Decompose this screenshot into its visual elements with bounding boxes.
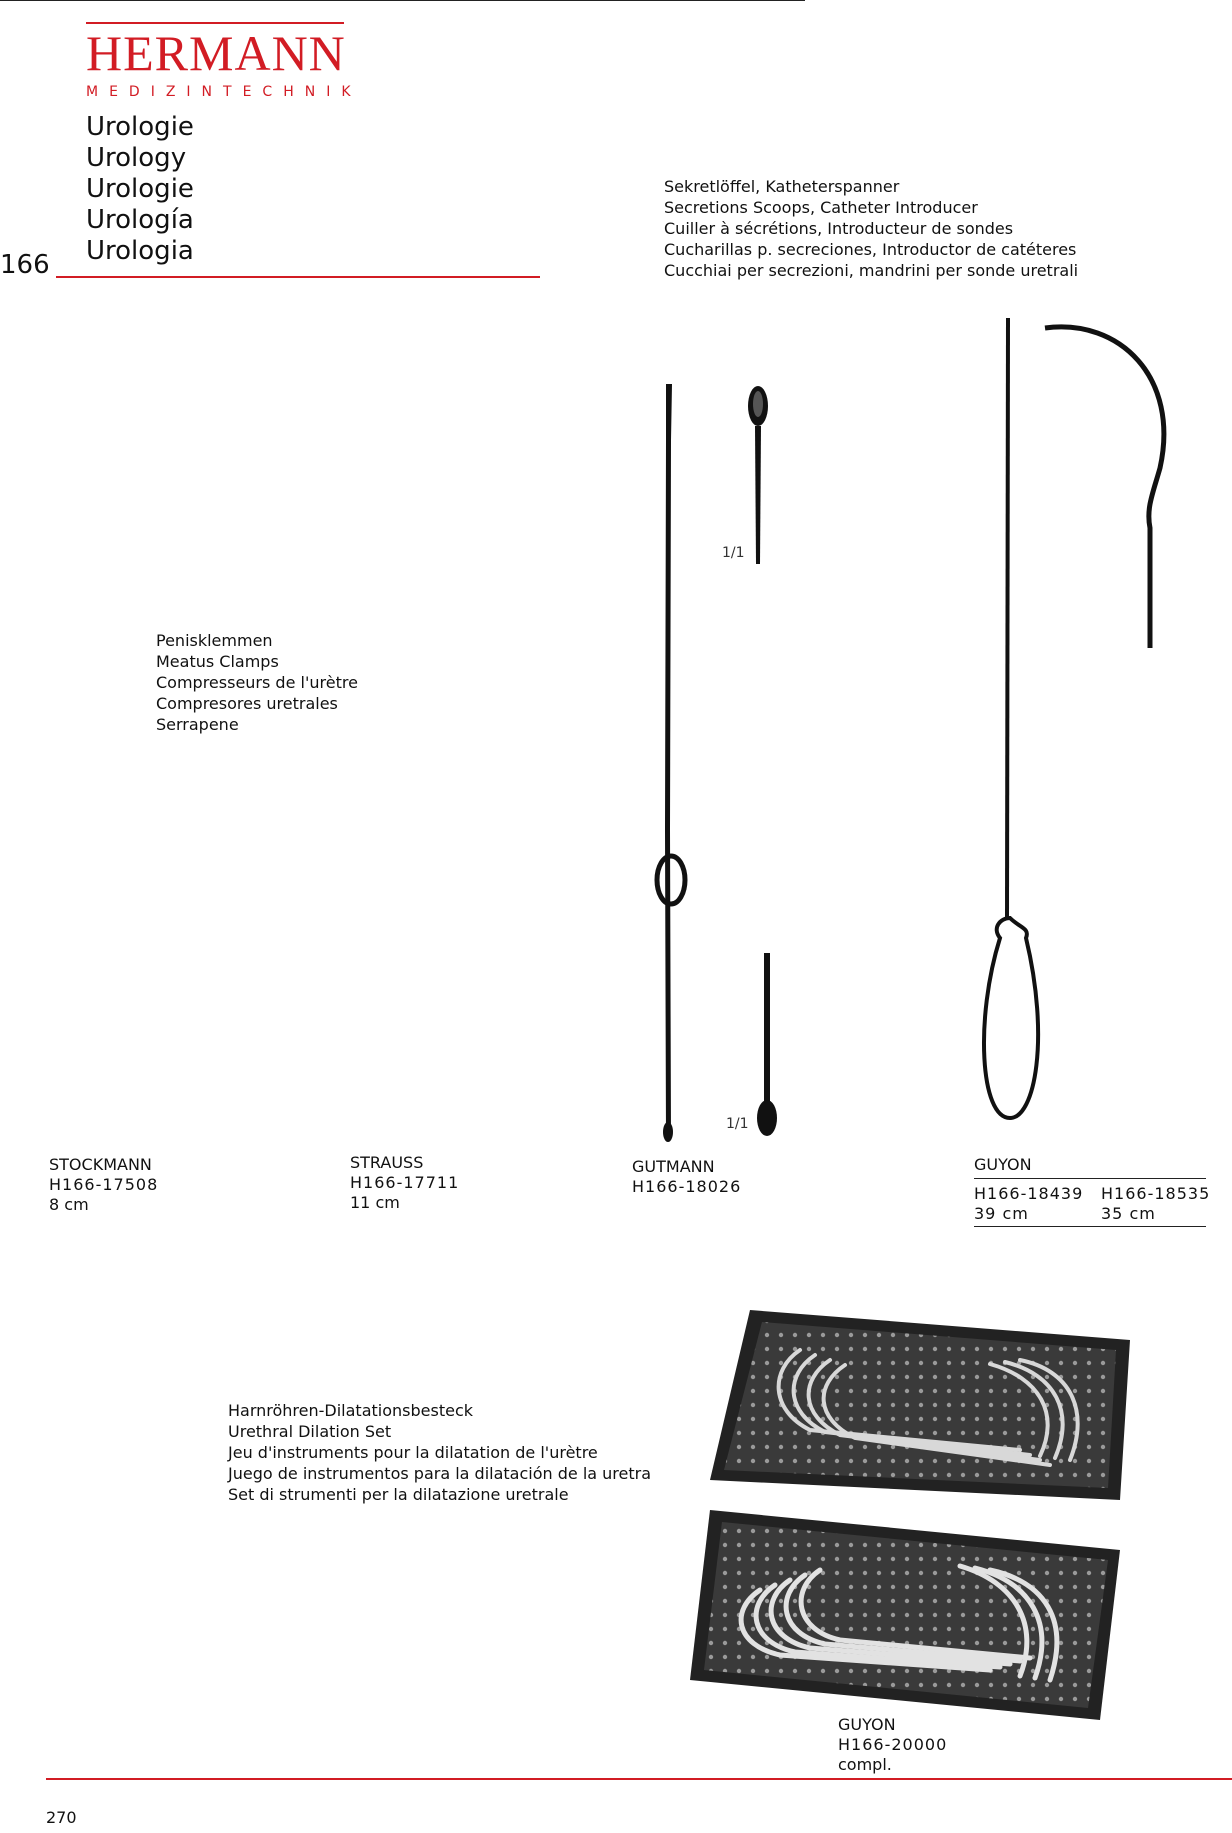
section-rule	[56, 276, 540, 278]
product-code: H166-20000	[838, 1735, 948, 1754]
desc-line: Set di strumenti per la dilatazione uretrale	[228, 1485, 569, 1504]
section-title-de: Urologie	[86, 112, 194, 142]
variant-size: 39 cm	[974, 1204, 1029, 1223]
desc-line: Cuiller à sécrétions, Introducteur de sondes	[664, 219, 1014, 238]
product-name: GUTMANN	[632, 1157, 715, 1176]
dilation-set-photo	[690, 1300, 1150, 1720]
product-code: H166-17508	[49, 1175, 159, 1194]
product-strauss	[350, 1153, 459, 1213]
variant-code: H166-18439	[974, 1184, 1084, 1203]
guyon-product-name: GUYON	[974, 1155, 1032, 1174]
section-title-es: Urología	[86, 205, 194, 235]
section-title-fr: Urologie	[86, 174, 194, 204]
variant-size: 35 cm	[1101, 1204, 1156, 1223]
desc-line: Cucchiai per secrezioni, mandrini per sonde uretrali	[664, 261, 1079, 280]
section-titles	[86, 112, 194, 267]
product-gutmann	[632, 1157, 741, 1197]
desc-line: Compresores uretrales	[156, 694, 338, 713]
desc-line: Penisklemmen	[156, 631, 273, 650]
dilation-set-description	[228, 1400, 651, 1505]
section-title-en: Urology	[86, 143, 187, 173]
guyon-rule-top	[974, 1178, 1206, 1179]
product-code: H166-17711	[350, 1173, 460, 1192]
product-code: H166-18026	[632, 1177, 742, 1196]
desc-line: Serrapene	[156, 715, 239, 734]
brand-logo	[86, 22, 362, 100]
scoop-detail-top-illustration	[743, 384, 773, 564]
desc-line: Juego de instrumentos para la dilatación de la uretra	[228, 1464, 652, 1483]
guyon-variant-2	[1101, 1184, 1210, 1224]
guyon-rule-bottom	[974, 1226, 1206, 1227]
meatus-clamps-description	[156, 630, 358, 735]
desc-line: Urethral Dilation Set	[228, 1422, 392, 1441]
scale-mark-bottom: 1/1	[726, 1116, 749, 1132]
guyon-variant-1	[974, 1184, 1083, 1224]
brand-name: HERMANN	[86, 25, 346, 81]
product-guyon-set	[838, 1715, 947, 1775]
product-size: 11 cm	[350, 1193, 400, 1212]
brand-subtitle: MEDIZINTECHNIK	[86, 84, 362, 100]
secretion-scoops-description	[664, 176, 1078, 281]
product-name: GUYON	[838, 1715, 896, 1734]
desc-line: Sekretlöffel, Katheterspanner	[664, 177, 900, 196]
desc-line: Cucharillas p. secreciones, Introductor de catéteres	[664, 240, 1077, 259]
gutmann-scoop-illustration	[650, 380, 690, 1140]
desc-line: Meatus Clamps	[156, 652, 279, 671]
product-note: compl.	[838, 1755, 892, 1774]
page-number: 270	[46, 1808, 77, 1827]
footer-rule	[46, 1778, 1232, 1780]
product-name: STOCKMANN	[49, 1155, 152, 1174]
product-name: STRAUSS	[350, 1153, 424, 1172]
top-rule	[0, 0, 805, 1]
variant-code: H166-18535	[1101, 1184, 1211, 1203]
section-number: 166	[0, 250, 50, 280]
scale-mark-top: 1/1	[722, 545, 745, 561]
desc-line: Compresseurs de l'urètre	[156, 673, 358, 692]
desc-line: Jeu d'instruments pour la dilatation de l'urètre	[228, 1443, 598, 1462]
guyon-introducer-illustration	[970, 318, 1210, 1158]
product-stockmann	[49, 1155, 158, 1215]
section-title-it: Urologia	[86, 236, 194, 266]
desc-line: Harnröhren-Dilatationsbesteck	[228, 1401, 474, 1420]
product-size: 8 cm	[49, 1195, 89, 1214]
scoop-detail-bottom-illustration	[752, 953, 782, 1138]
desc-line: Secretions Scoops, Catheter Introducer	[664, 198, 978, 217]
